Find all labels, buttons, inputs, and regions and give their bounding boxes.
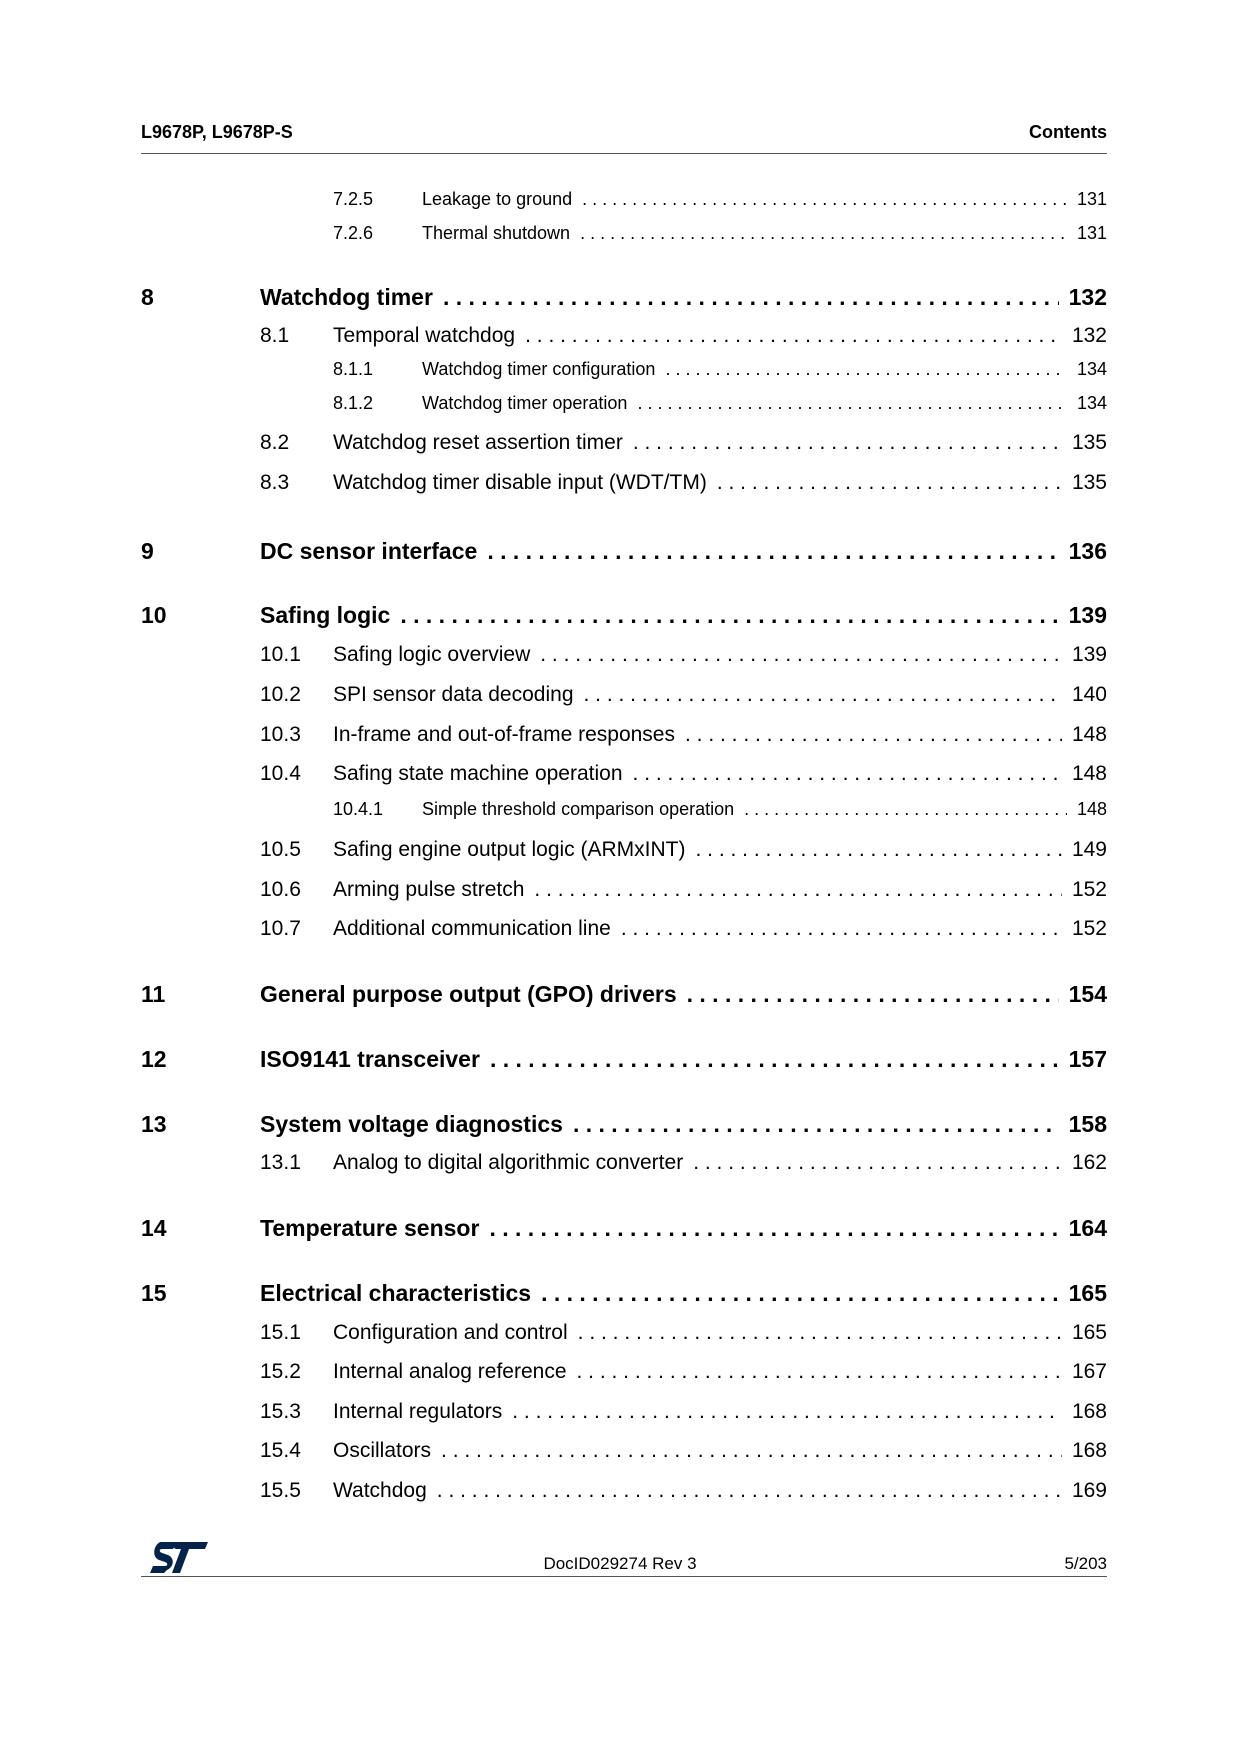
toc-entry-title: SPI sensor data decoding [333, 683, 574, 706]
toc-entry-title: In-frame and out-of-frame responses [333, 723, 675, 746]
toc-entry-page: 165 [1068, 1280, 1107, 1306]
toc-dot-leader [621, 917, 1062, 941]
toc-entry-page: 135 [1071, 431, 1107, 454]
toc-entry-page: 136 [1068, 538, 1107, 564]
toc-dot-leader [487, 538, 1058, 565]
toc-entry-number: 13 [141, 1111, 167, 1137]
toc-entry-page: 132 [1068, 284, 1107, 310]
toc-entry[interactable] [0, 359, 1240, 389]
toc-entry-number: 10.7 [260, 917, 301, 940]
toc-entry-title: Safing state machine operation [333, 762, 623, 785]
toc-entry-number: 8.2 [260, 431, 290, 454]
toc-entry[interactable] [0, 1151, 1240, 1181]
toc-entry-page: 168 [1071, 1439, 1107, 1462]
toc-dot-leader [693, 1151, 1062, 1175]
toc-entry-page: 168 [1071, 1400, 1107, 1423]
toc-entry[interactable] [0, 1280, 1240, 1310]
toc-entry-title: Temporal watchdog [333, 324, 516, 347]
document-title: L9678P, L9678P-S [141, 122, 293, 142]
toc-entry-page: 131 [1076, 189, 1107, 209]
toc-entry-page: 152 [1071, 917, 1107, 940]
toc-dot-leader [633, 431, 1062, 455]
toc-entry[interactable] [0, 324, 1240, 354]
toc-dot-leader [441, 1439, 1062, 1463]
toc-entry-number: 15 [141, 1280, 167, 1306]
toc-entry[interactable] [0, 1215, 1240, 1245]
toc-dot-leader [584, 683, 1062, 707]
toc-entry-number: 11 [141, 981, 166, 1007]
toc-entry[interactable] [0, 683, 1240, 713]
toc-dot-leader [541, 1280, 1059, 1307]
toc-entry-number: 15.1 [260, 1321, 301, 1344]
toc-entry-number: 12 [141, 1046, 167, 1072]
toc-entry[interactable] [0, 762, 1240, 792]
toc-dot-leader [582, 189, 1067, 210]
toc-entry-number: 8.3 [260, 471, 290, 494]
toc-entry-number: 10.4 [260, 762, 301, 785]
toc-entry-page: 140 [1071, 683, 1107, 706]
toc-entry[interactable] [0, 917, 1240, 947]
toc-entry-title: Internal regulators [333, 1400, 503, 1423]
toc-entry[interactable] [0, 643, 1240, 673]
toc-entry-page: 169 [1071, 1479, 1107, 1502]
toc-dot-leader [443, 284, 1059, 311]
toc-dot-leader [489, 1215, 1058, 1242]
toc-entry[interactable] [0, 1360, 1240, 1390]
toc-entry-number: 15.5 [260, 1479, 301, 1502]
toc-entry-title: Watchdog reset assertion timer [333, 431, 623, 454]
toc-dot-leader [525, 324, 1062, 348]
toc-entry-number: 10.5 [260, 838, 301, 861]
footer-doc-id: DocID029274 Rev 3 [543, 1554, 697, 1573]
toc-entry-page: 134 [1076, 393, 1107, 413]
toc-dot-leader [573, 1111, 1059, 1138]
toc-entry[interactable] [0, 723, 1240, 753]
toc-entry-page: 157 [1068, 1046, 1107, 1072]
toc-entry[interactable] [0, 878, 1240, 908]
toc-entry-page: 148 [1071, 762, 1107, 785]
toc-entry-number: 8.1 [260, 324, 290, 347]
footer-divider [141, 1576, 1107, 1577]
toc-entry[interactable] [0, 284, 1240, 314]
toc-entry[interactable] [0, 1479, 1240, 1509]
toc-entry-title: Thermal shutdown [422, 223, 571, 243]
toc-dot-leader [540, 643, 1062, 667]
toc-entry-title: Watchdog timer operation [422, 393, 628, 413]
toc-entry-title: Configuration and control [333, 1321, 568, 1344]
toc-entry-number: 10.2 [260, 683, 301, 706]
toc-entry-number: 10.6 [260, 878, 301, 901]
toc-entry-number: 8 [141, 284, 154, 310]
toc-entry-page: 132 [1071, 324, 1107, 347]
toc-entry-page: 148 [1071, 723, 1107, 746]
toc-entry-title: Electrical characteristics [260, 1280, 532, 1306]
toc-entry-title: ISO9141 transceiver [260, 1046, 480, 1072]
toc-entry-number: 13.1 [260, 1151, 301, 1174]
toc-dot-leader [687, 981, 1059, 1008]
toc-entry-title: Internal analog reference [333, 1360, 567, 1383]
toc-entry-page: 167 [1071, 1360, 1107, 1383]
toc-entry-number: 7.2.6 [333, 223, 374, 243]
toc-entry[interactable] [0, 1046, 1240, 1076]
toc-entry-page: 135 [1071, 471, 1107, 494]
toc-entry-title: System voltage diagnostics [260, 1111, 563, 1137]
toc-dot-leader [637, 393, 1067, 414]
toc-entry-title: Watchdog timer [260, 284, 433, 310]
toc-dot-leader [580, 223, 1067, 244]
toc-dot-leader [717, 471, 1062, 495]
toc-dot-leader [696, 838, 1062, 862]
toc-entry-number: 10.3 [260, 723, 301, 746]
toc-entry-number: 14 [141, 1215, 167, 1241]
toc-entry-number: 10 [141, 602, 167, 628]
toc-entry-number: 10.4.1 [333, 799, 384, 819]
page-header [141, 122, 1107, 152]
toc-entry-page: 139 [1071, 643, 1107, 666]
toc-entry-page: 158 [1068, 1111, 1107, 1137]
header-divider [141, 153, 1107, 154]
toc-dot-leader [578, 1321, 1062, 1345]
toc-entry[interactable] [0, 981, 1240, 1011]
toc-entry-title: Oscillators [333, 1439, 432, 1462]
toc-entry[interactable] [0, 223, 1240, 253]
toc-dot-leader [744, 799, 1067, 820]
toc-dot-leader [665, 359, 1067, 380]
toc-entry[interactable] [0, 799, 1240, 829]
toc-entry-number: 15.2 [260, 1360, 301, 1383]
toc-dot-leader [400, 602, 1058, 629]
toc-entry-title: Additional communication line [333, 917, 611, 940]
toc-entry[interactable] [0, 538, 1240, 568]
toc-entry-title: Watchdog timer configuration [422, 359, 656, 379]
toc-entry[interactable] [0, 471, 1240, 501]
toc-entry-page: 165 [1071, 1321, 1107, 1344]
toc-entry-title: Arming pulse stretch [333, 878, 525, 901]
section-name: Contents [1029, 122, 1107, 142]
toc-dot-leader [633, 762, 1062, 786]
toc-entry-page: 149 [1071, 838, 1107, 861]
toc-entry-page: 139 [1068, 602, 1107, 628]
toc-entry-title: Safing logic overview [333, 643, 531, 666]
toc-entry[interactable] [0, 838, 1240, 868]
toc-dot-leader [512, 1400, 1062, 1424]
toc-dot-leader [490, 1046, 1059, 1073]
toc-entry-number: 8.1.1 [333, 359, 374, 379]
toc-entry-title: Leakage to ground [422, 189, 573, 209]
toc-entry-number: 7.2.5 [333, 189, 374, 209]
toc-dot-leader [437, 1479, 1062, 1503]
toc-entry-page: 152 [1071, 878, 1107, 901]
toc-entry-title: Simple threshold comparison operation [422, 799, 735, 819]
toc-entry[interactable] [0, 1321, 1240, 1351]
toc-entry-title: Analog to digital algorithmic converter [333, 1151, 684, 1174]
toc-entry[interactable] [0, 393, 1240, 423]
toc-entry-title: Temperature sensor [260, 1215, 480, 1241]
toc-entry-number: 15.4 [260, 1439, 301, 1462]
toc-entry[interactable] [0, 431, 1240, 461]
toc-entry-number: 9 [141, 538, 154, 564]
toc-entry[interactable] [0, 189, 1240, 219]
footer-page-number: 5/203 [1064, 1554, 1107, 1573]
toc-dot-leader [685, 723, 1062, 747]
toc-entry-number: 8.1.2 [333, 393, 374, 413]
toc-entry[interactable] [0, 602, 1240, 632]
toc-entry-page: 164 [1068, 1215, 1107, 1241]
toc-entry-number: 15.3 [260, 1400, 301, 1423]
toc-entry-page: 162 [1071, 1151, 1107, 1174]
toc-entry-page: 148 [1076, 799, 1107, 819]
toc-dot-leader [534, 878, 1062, 902]
toc-entry-page: 131 [1076, 223, 1107, 243]
toc-entry-title: Watchdog [333, 1479, 427, 1502]
toc-dot-leader [577, 1360, 1062, 1384]
toc-entry-title: Watchdog timer disable input (WDT/TM) [333, 471, 707, 494]
toc-entry[interactable] [0, 1439, 1240, 1469]
toc-entry-title: Safing engine output logic (ARMxINT) [333, 838, 686, 861]
toc-entry[interactable] [0, 1400, 1240, 1430]
toc-entry-page: 154 [1068, 981, 1107, 1007]
toc-entry[interactable] [0, 1111, 1240, 1141]
toc-entry-title: Safing logic [260, 602, 391, 628]
toc-entry-page: 134 [1076, 359, 1107, 379]
toc-entry-title: DC sensor interface [260, 538, 478, 564]
toc-entry-title: General purpose output (GPO) drivers [260, 981, 677, 1007]
toc-entry-number: 10.1 [260, 643, 301, 666]
